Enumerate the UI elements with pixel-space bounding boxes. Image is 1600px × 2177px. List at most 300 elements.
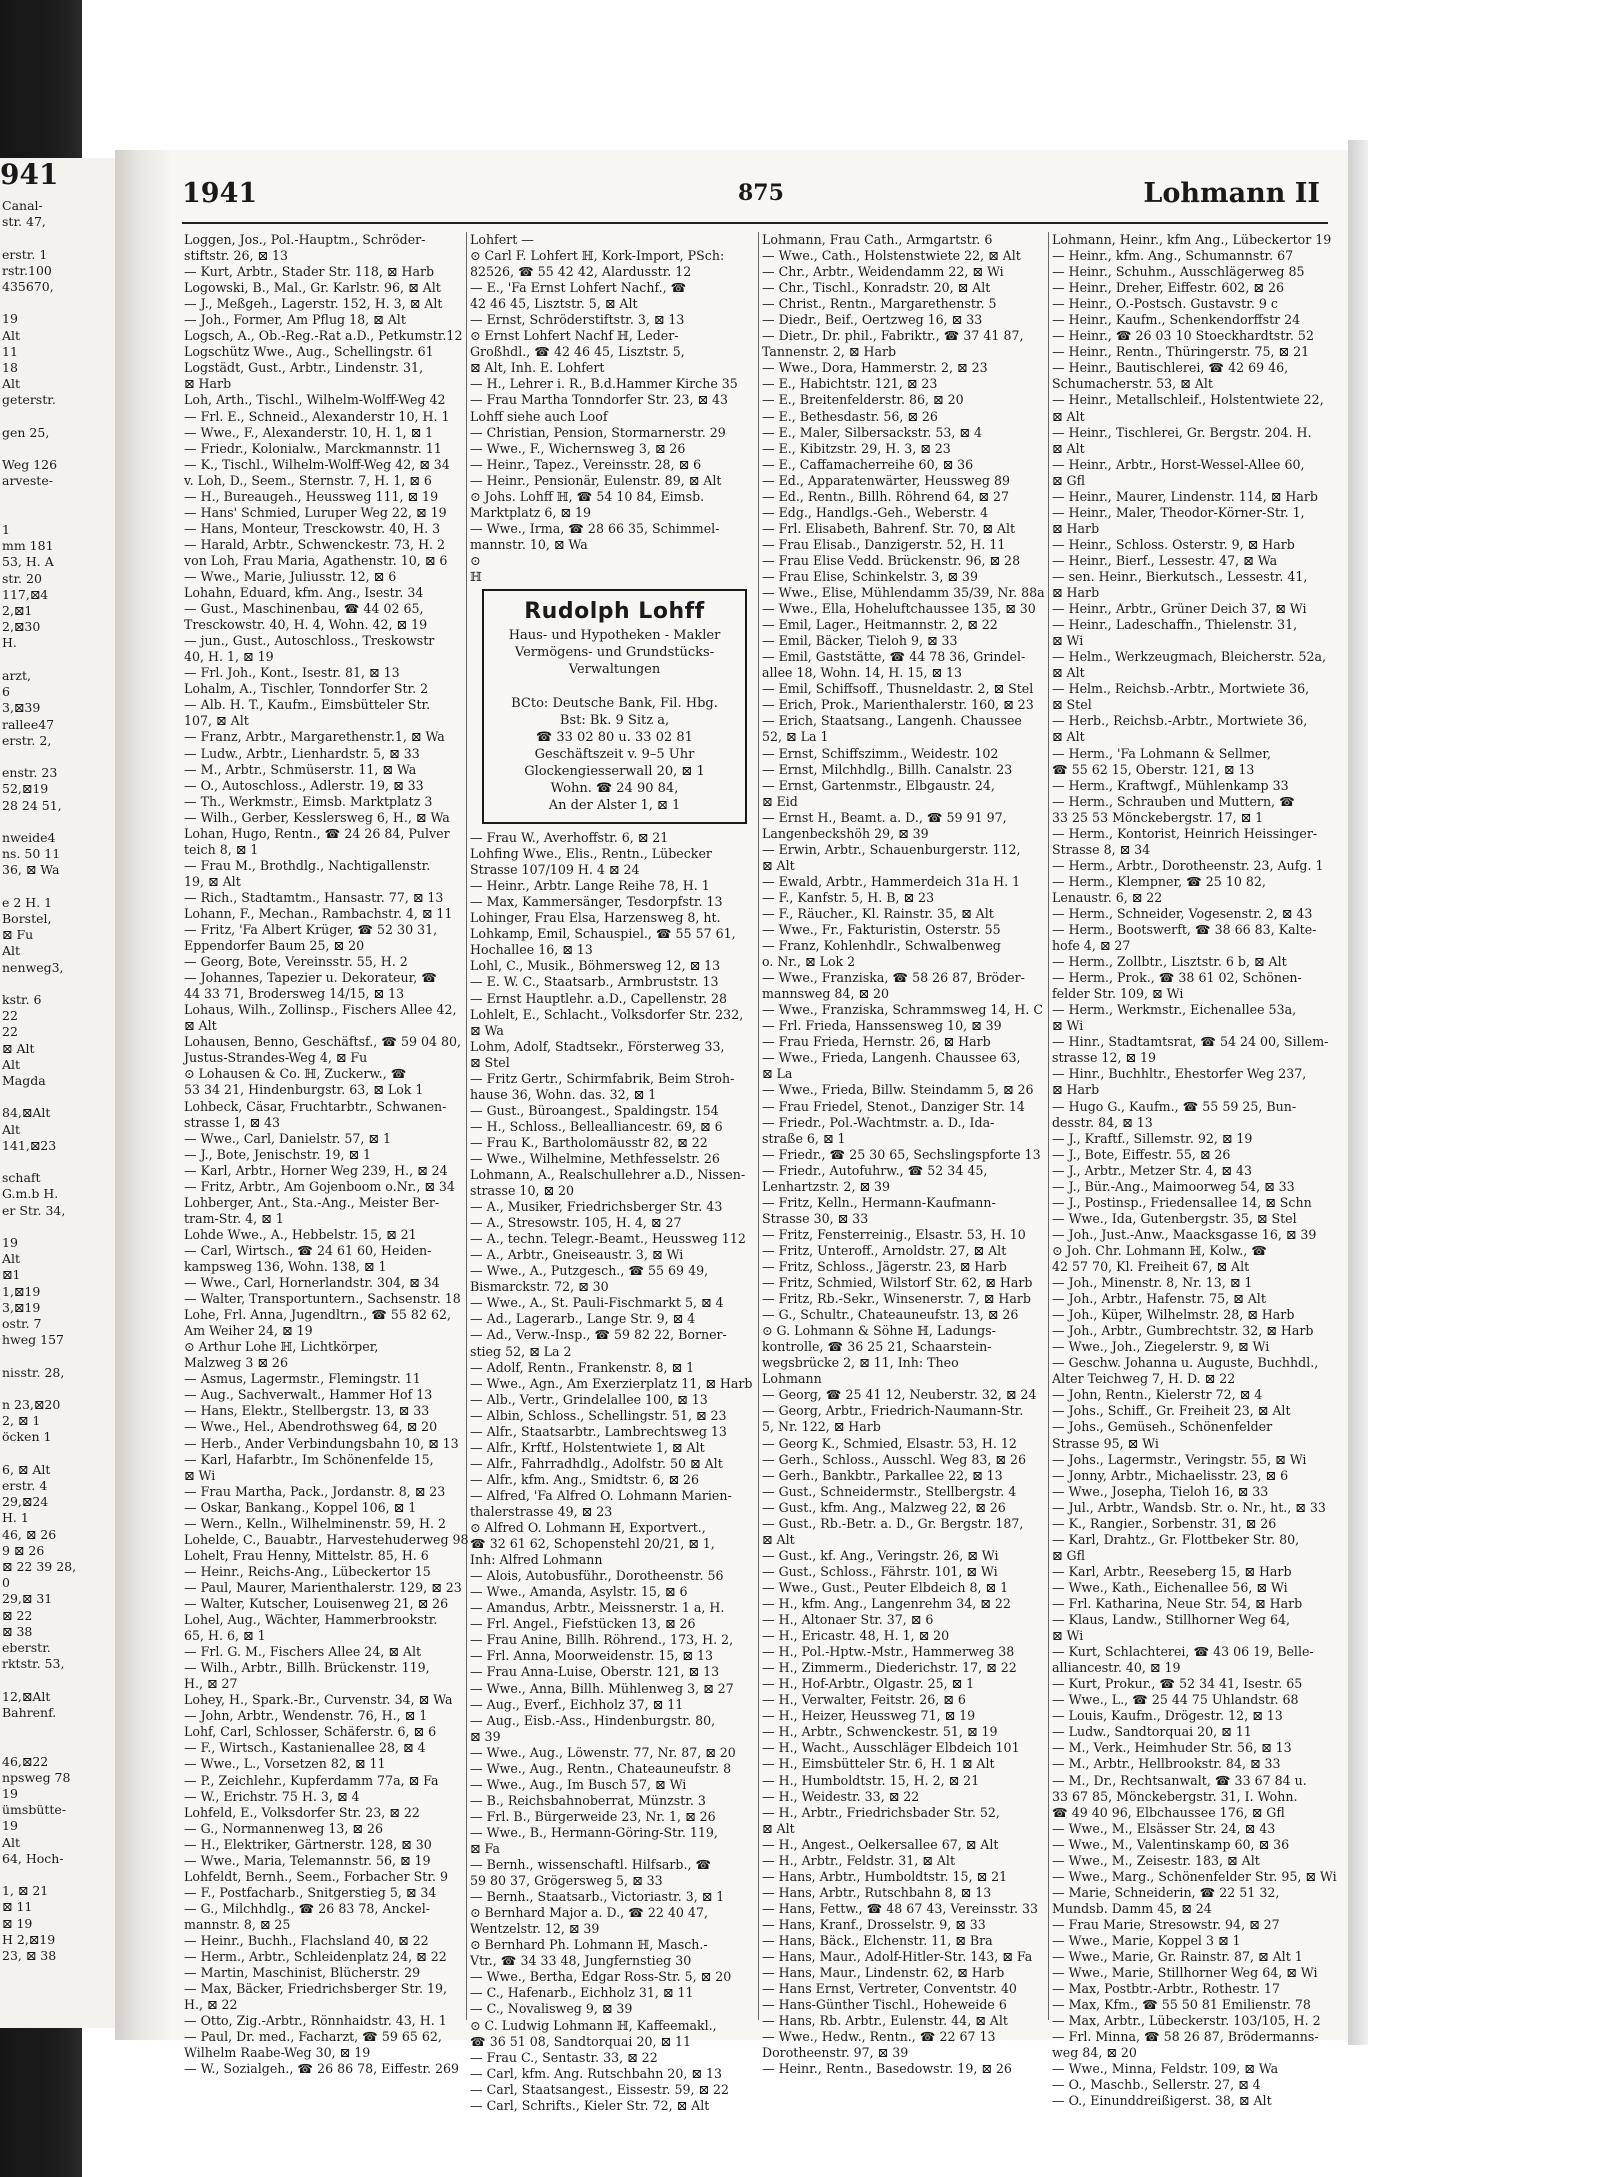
directory-entry: — Wwe., A., St. Pauli-Fischmarkt 5, ⊠ 4 <box>470 1295 724 1311</box>
directory-entry: — Wwe., Bertha, Edgar Ross-Str. 5, ⊠ 20 <box>470 1969 732 1985</box>
previous-page-line: ümsbütte- <box>2 1802 67 1818</box>
directory-entry: — Bernh., Staatsarb., Victoriastr. 3, ⊠ 1 <box>470 1889 725 1905</box>
directory-entry: — Alb. H. T., Kaufm., Eimsbütteler Str. <box>184 697 431 713</box>
previous-page-line <box>0 441 115 457</box>
previous-page-line: erstr. 1 <box>2 246 48 262</box>
directory-entry: ⊙ Joh. Chr. Lohmann ℍ, Kolw., ☎ <box>1052 1242 1267 1258</box>
previous-page-line: 2,⊠1 <box>2 603 33 619</box>
directory-entry: — Erwin, Arbtr., Schauenburgerstr. 112, <box>762 841 1021 857</box>
directory-entry: Lohff siehe auch Loof <box>470 408 608 424</box>
previous-page-line: 11 <box>2 343 18 359</box>
directory-entry: — Heinr., Arbtr., Grüner Deich 37, ⊠ Wi <box>1052 601 1307 617</box>
previous-page-line: ⊠ 22 39 28, <box>2 1559 77 1575</box>
directory-entry: Am Weiher 24, ⊠ 19 <box>184 1323 313 1339</box>
directory-entry: ☎ 55 62 15, Oberstr. 121, ⊠ 13 <box>1052 761 1255 777</box>
directory-entry: — J., Meßgeh., Lagerstr. 152, H. 3, ⊠ Alt <box>184 296 443 312</box>
column-2-entries-continued <box>470 830 755 2114</box>
directory-entry: Alter Teichweg 7, H. D. ⊠ 22 <box>1052 1371 1236 1387</box>
directory-entry: kampsweg 136, Wohn. 138, ⊠ 1 <box>184 1259 387 1274</box>
directory-entry: Tresckowstr. 40, H. 4, Wohn. 42, ⊠ 19 <box>184 617 428 633</box>
directory-entry: 52, ⊠ La 1 <box>762 729 829 745</box>
directory-entry: — Heinr., Kaufm., Schenkendorffstr 24 <box>1052 312 1301 328</box>
directory-entry: — Geschw. Johanna u. Auguste, Buchhdl., <box>1052 1355 1319 1371</box>
previous-page-line: eberstr. <box>2 1640 51 1656</box>
directory-entry: — Herb., Ander Verbindungsbahn 10, ⊠ 13 <box>184 1435 459 1451</box>
directory-entry: — Heinr., Ladeschaffn., Thielenstr. 31, <box>1052 617 1298 633</box>
directory-entry: 53 34 21, Hindenburgstr. 63, ⊠ Lok 1 <box>184 1082 424 1098</box>
previous-page-line: 29,⊠24 <box>2 1494 49 1510</box>
previous-page-line: 18 <box>2 360 18 376</box>
previous-page-line: 0 <box>2 1575 10 1591</box>
directory-entry: — Frau Friedel, Stenot., Danziger Str. 14 <box>762 1098 1025 1114</box>
directory-entry: — Frau W., Averhoffstr. 6, ⊠ 21 <box>470 830 669 846</box>
previous-page-line: 2,⊠30 <box>2 619 41 635</box>
directory-entry: — Paul, Maurer, Marienthalerstr. 129, ⊠ 23 <box>184 1579 462 1595</box>
previous-page-line <box>0 490 115 506</box>
directory-entry: — Oskar, Bankang., Koppel 106, ⊠ 1 <box>184 1499 417 1515</box>
directory-entry: — Heinr., Bautischlerei, ☎ 42 69 46, <box>1052 360 1289 376</box>
directory-entry: — Karl, Arbtr., Reeseberg 15, ⊠ Harb <box>1052 1563 1292 1579</box>
directory-entry: — Gust., Rb.-Betr. a. D., Gr. Bergstr. 187, <box>762 1515 1024 1531</box>
directory-entry: ⊠ Alt <box>762 1820 795 1836</box>
previous-page-line: rktstr. 53, <box>2 1656 65 1672</box>
directory-entry: — Wwe., Hedw., Rentn., ☎ 22 67 13 <box>762 2029 996 2045</box>
directory-entry: — Jonny, Arbtr., Michaelisstr. 23, ⊠ 6 <box>1052 1467 1289 1483</box>
directory-entry: — Wwe., Franziska, ☎ 58 26 87, Bröder- <box>762 970 1025 986</box>
directory-entry: ⊠ Harb <box>1052 585 1100 601</box>
directory-entry: — W., Erichstr. 75 H. 3, ⊠ 4 <box>184 1788 360 1804</box>
directory-entry: — Wwe., Frieda, Langenh. Chaussee 63, <box>762 1050 1021 1066</box>
previous-page-line: erstr. 4 <box>2 1478 48 1494</box>
previous-page-line: npsweg 78 <box>2 1769 71 1785</box>
previous-page-line <box>0 409 115 425</box>
directory-entry: — E., Habichtstr. 121, ⊠ 23 <box>762 376 938 392</box>
directory-entry: — O., Autoschloss., Adlerstr. 19, ⊠ 33 <box>184 777 424 793</box>
directory-entry: — Herm., Schneider, Vogesenstr. 2, ⊠ 43 <box>1052 905 1313 921</box>
directory-entry: — Fritz, Rb.-Sekr., Winsenerstr. 7, ⊠ Harb <box>762 1291 1031 1307</box>
directory-entry: strasse 1, ⊠ 43 <box>184 1114 281 1130</box>
directory-entry: — Jul., Arbtr., Wandsb. Str. o. Nr., ht., ⊠ 33 <box>1052 1499 1326 1515</box>
directory-entry: — Helm., Werkzeugmach, Bleicherstr. 52a, <box>1052 649 1327 665</box>
directory-entry: Lohan, Hugo, Rentn., ☎ 24 26 84, Pulver <box>184 825 450 841</box>
previous-page-line: schaft <box>2 1170 41 1186</box>
directory-entry: alliancestr. 40, ⊠ 19 <box>1052 1660 1181 1676</box>
directory-entry: — J., Postinsp., Friedensallee 14, ⊠ Schn <box>1052 1194 1312 1210</box>
directory-entry: ☎ 32 61 62, Schopenstehl 20/21, ⊠ 1, <box>470 1536 715 1552</box>
previous-page-line: str. 20 <box>2 570 42 586</box>
directory-entry: ⊙ Lohausen & Co. ℍ, Zuckerw., ☎ <box>184 1066 407 1082</box>
previous-page-line: Alt <box>2 1251 21 1267</box>
directory-entry: — Herm., Schrauben und Muttern, ☎ <box>1052 793 1295 809</box>
directory-entry: 5, Nr. 122, ⊠ Harb <box>762 1419 881 1435</box>
directory-entry: — Wwe., L., ☎ 25 44 75 Uhlandstr. 68 <box>1052 1692 1299 1708</box>
directory-entry: — Edg., Handlgs.-Geh., Weberstr. 4 <box>762 504 989 520</box>
directory-entry: 33 67 85, Mönckebergstr. 31, I. Wohn. <box>1052 1788 1298 1804</box>
column-2 <box>470 232 755 2113</box>
directory-entry: — Wwe., Dora, Hammerstr. 2, ⊠ 23 <box>762 360 988 376</box>
directory-entry: — Heinr., kfm. Ang., Schumannstr. 67 <box>1052 248 1294 264</box>
ad-line: Bst: Bk. 9 Sitz a, <box>559 713 670 729</box>
directory-entry: 19, ⊠ Alt <box>184 873 241 889</box>
directory-entry: — Alfr., Fahrradhdlg., Adolfstr. 50 ⊠ Alt <box>470 1455 723 1471</box>
previous-page-line: 9 ⊠ 26 <box>2 1542 45 1558</box>
previous-page-line <box>0 1737 115 1753</box>
directory-entry: — Heinr., Bierf., Lessestr. 47, ⊠ Wa <box>1052 552 1278 568</box>
directory-entry: — Heinr., Rentn., Basedowstr. 19, ⊠ 26 <box>762 2061 1012 2077</box>
directory-entry: — H., Wacht., Ausschläger Elbdeich 101 <box>762 1740 1020 1756</box>
directory-entry: Großhdl., ☎ 42 46 45, Lisztstr. 5, <box>470 344 685 360</box>
directory-entry: — Wwe., M., Elsässer Str. 24, ⊠ 43 <box>1052 1820 1276 1836</box>
previous-page-line <box>0 230 115 246</box>
ad-line: Geschäftszeit v. 9–5 Uhr <box>534 747 695 763</box>
previous-page-line: 1, ⊠ 21 <box>2 1883 49 1899</box>
directory-entry: — Wwe., Kath., Eichenallee 56, ⊠ Wi <box>1052 1579 1288 1595</box>
directory-entry: — Herm., Klempner, ☎ 25 10 82, <box>1052 873 1266 889</box>
previous-page-line: 2, ⊠ 1 <box>2 1413 41 1429</box>
directory-entry: — Wwe., Elise, Mühlendamm 35/39, Nr. 88a <box>762 585 1045 601</box>
directory-entry: — Chr., Tischl., Konradstr. 20, ⊠ Alt <box>762 280 991 296</box>
directory-entry: Lohinger, Frau Elsa, Harzensweg 8, ht. <box>470 910 721 926</box>
directory-entry: — A., Arbtr., Gneiseaustr. 3, ⊠ Wi <box>470 1247 684 1263</box>
directory-entry: — Max, Kfm., ☎ 55 50 81 Emilienstr. 78 <box>1052 1997 1311 2013</box>
directory-entry: ⊙ C. Ludwig Lohmann ℍ, Kaffeemakl., <box>470 2017 717 2033</box>
directory-entry: ⊙ G. Lohmann & Söhne ℍ, Ladungs- <box>762 1323 996 1339</box>
directory-entry: — G., Milchhdlg., ☎ 26 83 78, Anckel- <box>184 1900 431 1916</box>
previous-page-line: Alt <box>2 943 21 959</box>
directory-entry: ⊠ Alt <box>1052 665 1085 681</box>
column-4 <box>1052 232 1337 2109</box>
previous-page-lines <box>0 198 115 1964</box>
directory-entry: — Wwe., Frieda, Billw. Steindamm 5, ⊠ 26 <box>762 1082 1034 1098</box>
previous-page-line: 141,⊠23 <box>2 1137 57 1153</box>
directory-entry: — Heinr., O.-Postsch. Gustavstr. 9 c <box>1052 296 1278 312</box>
previous-page-line: 22 <box>2 1024 18 1040</box>
directory-entry: mannstr. 10, ⊠ Wa <box>470 536 588 552</box>
directory-entry: — Klaus, Landw., Stillhorner Weg 64, <box>1052 1612 1290 1628</box>
directory-entry: — Frl. Anna, Moorweidenstr. 15, ⊠ 13 <box>470 1648 713 1664</box>
directory-entry: — Karl, Hafarbtr., Im Schönenfelde 15, <box>184 1451 434 1467</box>
directory-entry: — Georg, Arbtr., Friedrich-Naumann-Str. <box>762 1403 1024 1419</box>
directory-entry: Lohey, H., Spark.-Br., Curvenstr. 34, ⊠ Wa <box>184 1692 453 1708</box>
directory-entry: Marktplatz 6, ⊠ 19 <box>470 504 592 520</box>
directory-entry: — Max, Bäcker, Friedrichsberger Str. 19, <box>184 1981 448 1997</box>
directory-entry: — Wwe., L., Vorsetzen 82, ⊠ 11 <box>184 1756 386 1772</box>
directory-entry: Lohde Wwe., A., Hebbelstr. 15, ⊠ 21 <box>184 1226 417 1242</box>
ad-line: Verwaltungen <box>568 662 661 678</box>
directory-entry: — Carl, Schrifts., Kieler Str. 72, ⊠ Alt <box>470 2097 710 2113</box>
directory-entry: — Frl. Angel., Fiefstücken 13, ⊠ 26 <box>470 1616 696 1632</box>
directory-entry: — Alb., Vertr., Grindelallee 100, ⊠ 13 <box>470 1391 708 1407</box>
directory-entry: — E., Breitenfelderstr. 86, ⊠ 20 <box>762 392 964 408</box>
previous-page-line <box>0 1672 115 1688</box>
directory-entry: Lohl, C., Musik., Böhmersweg 12, ⊠ 13 <box>470 958 721 974</box>
previous-page-line <box>0 814 115 830</box>
directory-entry: — Alfr., kfm. Ang., Smidtstr. 6, ⊠ 26 <box>470 1471 700 1487</box>
directory-entry: — H., Weidestr. 33, ⊠ 22 <box>762 1788 920 1804</box>
directory-entry: — Kurt, Prokur., ☎ 52 34 41, Isestr. 65 <box>1052 1676 1303 1692</box>
directory-entry: — Gust., Maschinenbau, ☎ 44 02 65, <box>184 601 424 617</box>
column-divider <box>466 232 467 2020</box>
book-gutter <box>115 150 170 2040</box>
directory-entry: — Herm., Arbtr., Dorotheenstr. 23, Aufg. 1 <box>1052 857 1324 873</box>
previous-page-line: 117,⊠4 <box>2 586 49 602</box>
directory-entry: — P., Zeichlehr., Kupferdamm 77a, ⊠ Fa <box>184 1772 439 1788</box>
directory-entry: 65, H. 6, ⊠ 1 <box>184 1628 266 1644</box>
directory-entry: — Frl. Frieda, Hanssensweg 10, ⊠ 39 <box>762 1018 1002 1034</box>
directory-entry: — Christ., Rentn., Margarethenstr. 5 <box>762 296 997 312</box>
directory-entry: Lohalm, A., Tischler, Tonndorfer Str. 2 <box>184 681 429 697</box>
directory-entry: Lenaustr. 6, ⊠ 22 <box>1052 889 1163 905</box>
directory-entry: — Max, Arbtr., Lübeckerstr. 103/105, H. 2 <box>1052 2013 1321 2029</box>
previous-page-header: 941 <box>0 158 59 191</box>
column-1 <box>184 232 469 2077</box>
previous-page-line: ostr. 7 <box>2 1316 42 1332</box>
directory-entry: — Georg, ☎ 25 41 12, Neuberstr. 32, ⊠ 24 <box>762 1387 1037 1403</box>
previous-page-line: 46,⊠22 <box>2 1753 49 1769</box>
directory-entry: — Wwe., Fr., Fakturistin, Osterstr. 55 <box>762 922 1001 938</box>
directory-entry: — Heinr., Rentn., Thüringerstr. 75, ⊠ 21 <box>1052 344 1310 360</box>
previous-page-line: str. 47, <box>2 214 46 230</box>
directory-entry: — Joh., Arbtr., Hafenstr. 75, ⊠ Alt <box>1052 1291 1266 1307</box>
directory-entry: — Asmus, Lagermstr., Flemingstr. 11 <box>184 1371 421 1387</box>
directory-entry: ℍ <box>470 568 482 584</box>
directory-entry: — Wwe., Marg., Schönenfelder Str. 95, ⊠ Wi <box>1052 1868 1337 1884</box>
directory-entry: Logschütz Wwe., Aug., Schellingstr. 61 <box>184 344 434 360</box>
directory-entry: Lohfing Wwe., Elis., Rentn., Lübecker <box>470 846 712 862</box>
previous-page-line: 435670, <box>2 279 54 295</box>
directory-entry: — Heinr., Arbtr., Horst-Wessel-Allee 60, <box>1052 456 1305 472</box>
directory-entry: Langenbeckshöh 29, ⊠ 39 <box>762 825 929 841</box>
directory-entry: H., ⊠ 22 <box>184 1997 238 2013</box>
directory-entry: Lohfeldt, Bernh., Seem., Forbacher Str. 9 <box>184 1868 448 1884</box>
directory-entry: — Franz, Arbtr., Margarethenstr.1, ⊠ Wa <box>184 729 445 745</box>
previous-page-line <box>0 506 115 522</box>
column-divider <box>758 232 759 2020</box>
directory-entry: — K., Tischl., Wilhelm-Wolff-Weg 42, ⊠ 34 <box>184 456 450 472</box>
directory-entry: Lohmann, Frau Cath., Armgartstr. 6 <box>762 232 993 247</box>
directory-entry: — Wwe., Carl, Hornerlandstr. 304, ⊠ 34 <box>184 1275 440 1291</box>
previous-page-line: 19 <box>2 311 18 327</box>
directory-entry: — B., Reichsbahnoberrat, Münzstr. 3 <box>470 1792 706 1808</box>
directory-entry: — Joh., Just.-Anw., Maacksgasse 16, ⊠ 39 <box>1052 1226 1317 1242</box>
directory-entry: — Emil, Lager., Heitmannstr. 2, ⊠ 22 <box>762 617 998 633</box>
directory-entry: — A., Stresowstr. 105, H. 4, ⊠ 27 <box>470 1215 682 1231</box>
previous-page-line: rstr.100 <box>2 262 52 278</box>
directory-entry: — Ludw., Sandtorquai 20, ⊠ 11 <box>1052 1724 1252 1740</box>
directory-entry: Lohelde, C., Bauabtr., Harvestehuderweg 98 <box>184 1531 469 1547</box>
directory-entry: — Fritz, Unteroff., Arnoldstr. 27, ⊠ Alt <box>762 1242 1007 1258</box>
previous-page-line: H 2,⊠19 <box>2 1931 56 1947</box>
directory-entry: — Karl, Arbtr., Horner Weg 239, H., ⊠ 24 <box>184 1162 448 1178</box>
previous-page-line: Magda <box>2 1072 46 1088</box>
directory-entry: — Fritz, Kelln., Hermann-Kaufmann- <box>762 1194 996 1210</box>
directory-entry: — Frau Marie, Stresowstr. 94, ⊠ 27 <box>1052 1916 1280 1932</box>
directory-entry: ⊠ Alt <box>762 1531 795 1547</box>
previous-page-line: e 2 H. 1 <box>2 894 53 910</box>
directory-entry: — Frl. G. M., Fischers Allee 24, ⊠ Alt <box>184 1644 422 1660</box>
directory-entry: — O., Maschb., Sellerstr. 27, ⊠ 4 <box>1052 2077 1261 2093</box>
directory-entry: — Walter, Transportuntern., Sachsenstr. 18 <box>184 1291 461 1307</box>
directory-entry: — Ad., Lagerarb., Lange Str. 9, ⊠ 4 <box>470 1311 696 1327</box>
previous-page-line: 3,⊠19 <box>2 1299 41 1315</box>
directory-entry: — Wwe., M., Valentinskamp 60, ⊠ 36 <box>1052 1836 1290 1852</box>
directory-entry: — Joh., Minenstr. 8, Nr. 13, ⊠ 1 <box>1052 1275 1253 1291</box>
directory-entry: — Carl, Wirtsch., ☎ 24 61 60, Heiden- <box>184 1242 432 1258</box>
directory-entry: — G., Normannenweg 13, ⊠ 26 <box>184 1820 383 1836</box>
directory-entry: — Frau K., Bartholomäusstr 82, ⊠ 22 <box>470 1134 708 1150</box>
directory-entry: ⊙ Bernhard Ph. Lohmann ℍ, Masch.- <box>470 1937 708 1953</box>
previous-page-line: 23, ⊠ 38 <box>2 1947 57 1963</box>
directory-entry: — Wwe., M., Zeisestr. 183, ⊠ Alt <box>1052 1852 1260 1868</box>
directory-entry: ⊠ Alt <box>1052 440 1085 456</box>
directory-entry: ⊙ Johs. Lohff ℍ, ☎ 54 10 84, Eimsb. <box>470 488 705 504</box>
directory-entry: — Wwe., Anna, Billh. Mühlenweg 3, ⊠ 27 <box>470 1680 734 1696</box>
directory-entry: Lohfeld, E., Volksdorfer Str. 23, ⊠ 22 <box>184 1804 420 1820</box>
directory-entry: Lohkamp, Emil, Schauspiel., ☎ 55 57 61, <box>470 926 736 942</box>
directory-entry: — Alois, Autobusführ., Dorotheenstr. 56 <box>470 1568 724 1584</box>
previous-page-line: Canal- <box>2 198 43 213</box>
directory-entry: — Albin, Schloss., Schellingstr. 51, ⊠ 23 <box>470 1407 727 1423</box>
directory-entry: — Herm., 'Fa Lohmann & Sellmer, <box>1052 745 1271 761</box>
column-divider <box>1048 232 1049 2020</box>
directory-entry: Strasse 95, ⊠ Wi <box>1052 1435 1159 1451</box>
previous-page-line: 46, ⊠ 26 <box>2 1526 57 1542</box>
directory-entry: — Joh., Küper, Wilhelmstr. 28, ⊠ Harb <box>1052 1307 1295 1323</box>
directory-entry: Loh, Arth., Tischl., Wilhelm-Wolff-Weg 42 <box>184 392 446 408</box>
directory-entry: — Joh., Arbtr., Gumbrechtstr. 32, ⊠ Harb <box>1052 1323 1314 1339</box>
directory-entry: Lohann, F., Mechan., Rambachstr. 4, ⊠ 11 <box>184 905 453 921</box>
previous-page-line: Bahrenf. <box>2 1704 57 1720</box>
directory-entry: — E., Caffamacherreihe 60, ⊠ 36 <box>762 456 974 472</box>
directory-entry: — Herm., Arbtr., Schleidenplatz 24, ⊠ 22 <box>184 1949 447 1965</box>
directory-entry: — M., Verk., Heimhuder Str. 56, ⊠ 13 <box>1052 1740 1292 1756</box>
directory-entry: — Fritz, Schmied, Wilstorf Str. 62, ⊠ Harb <box>762 1275 1033 1291</box>
directory-entry: — E., 'Fa Ernst Lohfert Nachf., ☎ <box>470 280 687 296</box>
directory-entry: — H., Bureaugeh., Heussweg 111, ⊠ 19 <box>184 488 439 504</box>
directory-entry: — Frl. Joh., Kont., Isestr. 81, ⊠ 13 <box>184 665 400 681</box>
directory-entry: — Friedr., Kolonialw., Marckmannstr. 11 <box>184 440 442 456</box>
previous-page-line: 19 <box>2 1235 18 1250</box>
directory-entry: — Frl. E., Schneid., Alexanderstr 10, H. 1 <box>184 408 450 424</box>
directory-entry: — John, Rentn., Kielerstr 72, ⊠ 4 <box>1052 1387 1263 1403</box>
directory-entry: ⊠ Harb <box>1052 520 1100 536</box>
directory-entry: ⊠ Gfl <box>1052 472 1086 488</box>
directory-entry: — Heinr., Tapez., Vereinsstr. 28, ⊠ 6 <box>470 456 702 472</box>
directory-entry: Lenhartzstr. 2, ⊠ 39 <box>762 1178 891 1194</box>
directory-entry: — Wwe., Carl, Danielstr. 57, ⊠ 1 <box>184 1130 391 1146</box>
directory-entry: — Louis, Kaufm., Drögestr. 12, ⊠ 13 <box>1052 1708 1283 1724</box>
directory-entry: — Georg K., Schmied, Elsastr. 53, H. 12 <box>762 1435 1017 1451</box>
directory-entry: Bismarckstr. 72, ⊠ 30 <box>470 1279 609 1295</box>
directory-entry: — Wwe., Amanda, Asylstr. 15, ⊠ 6 <box>470 1584 688 1600</box>
directory-entry: — Heinr., Arbtr. Lange Reihe 78, H. 1 <box>470 878 710 894</box>
directory-entry: kontrolle, ☎ 36 25 21, Schaarstein- <box>762 1339 992 1355</box>
directory-entry: 42 57 70, Kl. Freiheit 67, ⊠ Alt <box>1052 1259 1250 1274</box>
directory-entry: strasse 10, ⊠ 20 <box>470 1183 575 1199</box>
previous-page-line: ⊠1 <box>2 1267 21 1283</box>
directory-entry: — Aug., Eisb.-Ass., Hindenburgstr. 80, <box>470 1712 716 1728</box>
directory-entry: — Hans, Kranf., Drosselstr. 9, ⊠ 33 <box>762 1916 986 1932</box>
directory-entry: ⊠ Wi <box>184 1467 216 1483</box>
directory-entry: Wentzelstr. 12, ⊠ 39 <box>470 1921 600 1937</box>
directory-entry: — Ernst, Gartenmstr., Elbgaustr. 24, <box>762 777 995 793</box>
directory-entry: — John, Arbtr., Wendenstr. 76, H., ⊠ 1 <box>184 1708 428 1724</box>
directory-entry: — H., Lehrer i. R., B.d.Hammer Kirche 35 <box>470 376 738 392</box>
directory-entry: — Wwe., Cath., Holstenstwiete 22, ⊠ Alt <box>762 248 1021 264</box>
directory-entry: — C., Hafenarb., Eichholz 31, ⊠ 11 <box>470 1985 694 2001</box>
directory-entry: Lohe, Frl. Anna, Jugendltrn., ☎ 55 82 62, <box>184 1307 451 1323</box>
directory-entry: — Wwe., Marie, Gr. Rainstr. 87, ⊠ Alt 1 <box>1052 1949 1303 1965</box>
directory-entry: — Wilh., Gerber, Kesslersweg 6, H., ⊠ Wa <box>184 809 450 825</box>
directory-entry: 33 25 53 Mönckebergstr. 17, ⊠ 1 <box>1052 809 1264 825</box>
directory-entry: — Wwe., Aug., Löwenstr. 77, Nr. 87, ⊠ 20 <box>470 1744 736 1760</box>
previous-page-line <box>0 1348 115 1364</box>
directory-entry: ⊠ 39 <box>470 1728 501 1744</box>
directory-entry: — Wwe., Joh., Ziegelerstr. 9, ⊠ Wi <box>1052 1339 1270 1355</box>
directory-entry: ⊠ Wi <box>1052 1018 1084 1034</box>
directory-entry: — Wwe., Wilhelmine, Methfesselstr. 26 <box>470 1150 720 1166</box>
directory-entry: — Rich., Stadtamtm., Hansastr. 77, ⊠ 13 <box>184 889 444 905</box>
directory-entry: ⊙ <box>470 552 481 568</box>
directory-entry: Hochallee 16, ⊠ 13 <box>470 942 593 958</box>
directory-entry: — G., Schultr., Chateauneufstr. 13, ⊠ 26 <box>762 1307 1019 1323</box>
directory-entry: teich 8, ⊠ 1 <box>184 841 259 857</box>
directory-entry: — Th., Werkmstr., Eimsb. Marktplatz 3 <box>184 793 433 809</box>
directory-entry: — Alfr., Krftf., Holstentwiete 1, ⊠ Alt <box>470 1439 705 1455</box>
directory-entry: — Wwe., Irma, ☎ 28 66 35, Schimmel- <box>470 520 720 536</box>
directory-entry: — Heinr., Dreher, Eiffestr. 602, ⊠ 26 <box>1052 280 1285 296</box>
ad-lines <box>490 627 739 814</box>
previous-page-line: 1 <box>2 522 10 538</box>
directory-entry: — Chr., Arbtr., Weidendamm 22, ⊠ Wi <box>762 264 1004 280</box>
directory-entry: — Wwe., A., Putzgesch., ☎ 55 69 49, <box>470 1263 709 1279</box>
previous-page-line: Borstel, <box>2 910 52 926</box>
page-header <box>182 178 1332 218</box>
previous-page-line: 52,⊠19 <box>2 781 49 797</box>
directory-entry: — F., Wirtsch., Kastanienallee 28, ⊠ 4 <box>184 1740 426 1756</box>
directory-entry: Logsch, A., Ob.-Reg.-Rat a.D., Petkumstr.12 <box>184 328 463 344</box>
directory-entry: Lohausen, Benno, Geschäftsf., ☎ 59 04 80, <box>184 1034 462 1050</box>
directory-entry: — Hans, Fettw., ☎ 48 67 43, Vereinsstr. 33 <box>762 1900 1039 1916</box>
directory-entry: felder Str. 109, ⊠ Wi <box>1052 986 1184 1002</box>
previous-page-line: ns. 50 11 <box>2 846 61 862</box>
directory-entry: — Emil, Schiffsoff., Thusneldastr. 2, ⊠ Stel <box>762 681 1034 697</box>
directory-entry: — Herm., Kraftwgf., Mühlenkamp 33 <box>1052 777 1289 793</box>
directory-entry: — Frau Frieda, Hernstr. 26, ⊠ Harb <box>762 1034 991 1050</box>
directory-entry: — Frau Anna-Luise, Oberstr. 121, ⊠ 13 <box>470 1664 720 1680</box>
directory-entry: — E., Maler, Silbersackstr. 53, ⊠ 4 <box>762 424 982 440</box>
directory-entry: ⊠ Alt <box>1052 729 1085 745</box>
directory-entry: ⊠ Alt, Inh. E. Lohfert <box>470 360 605 376</box>
previous-page-strip <box>0 158 115 2028</box>
header-rule <box>182 222 1328 224</box>
directory-entry: — Ernst, Schiffszimm., Weidestr. 102 <box>762 745 999 761</box>
directory-entry: — J., Bote, Jenischstr. 19, ⊠ 1 <box>184 1146 372 1162</box>
directory-entry: — Herm., Zollbtr., Lisztstr. 6 b, ⊠ Alt <box>1052 954 1287 970</box>
directory-entry: — Joh., Former, Am Pflug 18, ⊠ Alt <box>184 312 406 328</box>
directory-entry: — H., Arbtr., Friedrichsbader Str. 52, <box>762 1804 1000 1820</box>
directory-entry: Logstädt, Gust., Arbtr., Lindenstr. 31, <box>184 360 424 376</box>
directory-entry: — J., Bür.-Ang., Maimoorweg 54, ⊠ 33 <box>1052 1178 1295 1194</box>
directory-entry: Justus-Strandes-Weg 4, ⊠ Fu <box>184 1050 368 1066</box>
directory-entry: — Hans, Arbtr., Rutschbahn 8, ⊠ 13 <box>762 1884 992 1900</box>
directory-entry: Wilhelm Raabe-Weg 30, ⊠ 19 <box>184 2045 371 2061</box>
directory-entry: Lohelt, Frau Henny, Mittelstr. 85, H. 6 <box>184 1547 429 1563</box>
directory-entry: — Gerh., Bankbtr., Parkallee 22, ⊠ 13 <box>762 1467 1003 1483</box>
directory-entry: — Ernst H., Beamt. a. D., ☎ 59 91 97, <box>762 809 1007 825</box>
previous-page-line: Weg 126 <box>2 457 58 473</box>
previous-page-line: 19 <box>2 1818 18 1834</box>
